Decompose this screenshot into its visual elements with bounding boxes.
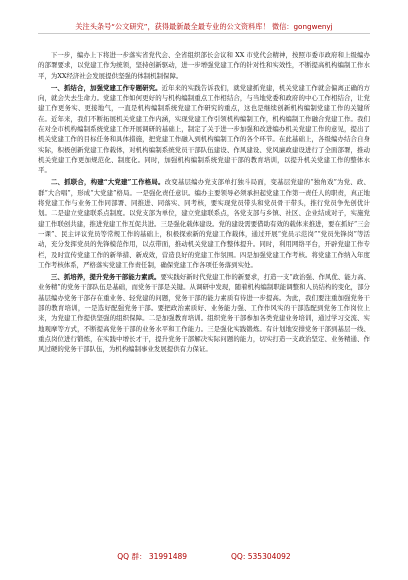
header-divider [38,33,370,34]
footer-qq-group: QQ 群： 31991489 [117,552,188,561]
paragraph-text: 下一步，编办上下将进一步落实省党代会、全省组织部长会议和 XX 市党代会精神，按照市委市政府和上级编办的部署要求，以党建工作为统领，坚持创新驱动，进一步增强党建工作的针对性和实效性，不断提高机构编制工作水平，为XX经济社会发展提供坚强的体制机制保障。 [38,51,370,80]
header-banner: 关注头条号“公文研究”，获得最新最全最专业的公文资料库！ 微信：gongwenyj [75,22,333,31]
body-paragraph-section-3 [38,272,370,355]
paragraph-text: 改变基层编办党支部单打独斗局面，变基层党建的“独角戏”为党、政、群“大合唱”，形成“大党建”格局。一是强化责任意识。编办主要领导必须承担起党建工作第一责任人的职责，真正地将党建工作与业务工作同部署、同推进、同落实、同考核，要实现党员带头和党员骨干带头，推行党员争先创优计划。二是建立党建联系点制度。以党支部为单位，建立党建联系点，各党支部与乡镇、社区、企业结成对子，实施党建工作联创共建，推进党建工作互促共进。三是强化载体建设。党的建设需要借助有效的载体来推进，要在抓好“三会一课”、民主评议党员等常规工作的基础上，积极探索新的党建工作载体，通过开展“党员示范岗”“党员先锋岗”等活动，充分发挥党员的先锋模范作用，以点带面，推动机关党建工作整体提升。同时，利用网络平台，开辟党建工作专栏，及时宣传党建工作的新举措、新成效，营造良好的党建工作氛围。四是加强党建工作考核。将党建工作纳入年度工作考核体系，严格落实党建工作责任制，确保党建工作各项任务落到实处。 [38,178,370,270]
section-heading-1: 一、抓结合，加强党建工作专题研究。 [50,83,162,92]
section-heading-3: 三、抓培养，提升党务干部能力素质。 [50,273,161,281]
paragraph-text: 要实践好新时代党建工作的新要求，打造一支“政治强、作风优、能力高、业务精”的党务干部队伍是基础，而党务干部是关键。从调研中发现，随着机构编制职能调整和人员结构的变化，部分基层编办党务干部存在重业务、轻党建的问题，党务干部的能力素质有待进一步提高。为此，我们要注重加强党务干部的教育培训，一是选好配强党务干部。要把政治素质好、业务能力强、工作作风实的干部选配到党务工作岗位上来，为党建工作提供坚强的组织保障。二是加强教育培训。组织党务干部参加各类党建业务培训，通过学习交流、实地观摩等方式，不断提高党务干部的业务水平和工作能力。三是强化实践锻炼。有计划地安排党务干部到基层一线、重点岗位进行锻炼，在实践中增长才干，提升党务干部解决实际问题的能力，切实打造一支政治坚定、业务精通、作风过硬的党务干部队伍，为机构编制事业发展提供有力保证。 [38,273,370,354]
body-paragraph-section-2 [38,177,370,270]
body-paragraph-section-1 [38,83,370,176]
paragraph-text: 近年来的实践告诉我们，就党建抓党建，机关党建工作就会偏离正确的方向，就会失去生命力。党建工作如何更好的与机构编制重点工作相结合，与当地党委和政府的中心工作相结合，让党建工作更务实、更接地气，一直是机构编制系统党建工作研究的重点，这也是继续创新机构编制党建工作的关键所在。近年来，我们不断拓展机关党建工作内涵，实现党建工作引领机构编制工作，机构编制工作融合党建工作。我们在对全市机构编制系统党建工作开展调研的基础上，制定了关于进一步加强和改进编办机关党建工作的意见，提出了机关党建工作的目标任务和具体措施，把党建工作融入到机构编制工作的各个环节。在此基础上，各级编办结合自身实际，积极创新党建工作载体，对机构编制系统党员干部队伍建设、作风建设、党风廉政建设进行了全面部署，推动机关党建工作更加规范化、制度化。同时，加强机构编制系统党建干部的教育培训，以提升机关党建工作的整体水平。 [38,83,370,175]
document-body [38,50,370,547]
body-paragraph-intro [38,50,370,81]
footer-qq-number: QQ: 535304092 [231,552,291,561]
footer-contact [0,552,408,562]
section-heading-2: 二、抓联合，构建“大党建”工作格局。 [50,178,165,187]
